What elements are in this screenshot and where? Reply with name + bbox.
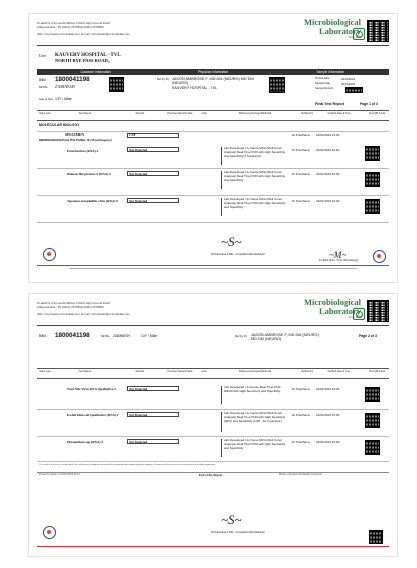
physician-name: JASON AMBROSE F, MD DM (NEURO) MD DM (NEURO) [251,333,319,342]
lab-phone: Palayamkottai · Ph.(0462) 2578666,(0462) 2578666 [37,305,104,309]
col-test-name: Test Name [78,111,92,115]
signature-mark-2: ~M~ [329,250,347,260]
accreditation-stamp-icon [43,526,56,539]
footer-rule [37,265,389,266]
sample-date: 22/01/2023 [341,82,355,86]
col-verified-by: Verified by [300,111,314,115]
printed-date: 22/01/2023 [341,77,355,81]
bill-barcode [109,77,124,92]
test-name: Plasmodium spp (RNA) # [67,440,103,444]
band-sample: Sample Information [316,70,345,74]
col-verified-by: Verified by [300,369,314,373]
band-physician: Physician Information [197,70,229,74]
test-result: Not Detected [129,439,148,444]
col-qr: Test QR Code [368,111,386,115]
end-of-report: End of the Report [199,473,223,477]
signer2-name: Dr. Mani. M.Sc., Ph.D.,(Microbiology) [319,259,359,262]
footer-rule [37,546,389,547]
band-customer: Customer Information [80,70,111,74]
lab-web: Web: http://www.microbiolab.com, E-mail: microbiolab@microbiolab.com [37,312,130,316]
physician-name: JASON AMBROSE F, MD DM (NEURO) MD DM (NEURO) [172,77,254,86]
signer-name: Dr.Pravthana K MD., Consultant Microbiologist [211,531,265,534]
row-verified-time: 22/01/2023 16:00 [316,172,340,176]
billid-value: 1800041198 [55,76,90,83]
sample-date-label: Sample Date [315,82,330,85]
physician-qr-code [269,77,285,93]
row-verified-time: 22/01/2023 16:00 [316,413,340,417]
test-reference: Lab Developed / In-house MCA (Melt Curve Analysis) Real Time PCR with High Sensitivity and Specificity [221,171,287,189]
header-divider [37,325,389,326]
col-previous: Previous Results date [167,111,193,115]
age-sex: 13Y / Male [141,334,158,338]
section-title: MOLECULAR BIOLOGY [39,123,80,127]
test-name: Japanese encephalitis virus (RNA) # [67,199,118,203]
client-name: KAUVERY HOSPITAL - TVL [55,53,121,58]
test-reference: Lab Developed / In-house MCA (Melt Curve Analysis) Real Time PCR with High Sensitivity (99%) and Sensitivity (LOD - 10 Copies/µL) [221,412,287,432]
column-headers [37,368,389,379]
lab-phone: Palayamkottai · Ph.(0462) 2578666,(0462) 2578666 [37,25,104,29]
test-result: Not Detected [129,198,148,203]
col-results: Results [135,369,145,373]
billid-value: 1800041198 [55,332,90,339]
billid-label: Billid : [39,78,48,82]
row-verifier: Dr.Pravthana [292,172,310,176]
lab-tagline: Since 1988 [349,36,361,39]
test-name: Escherichia coli Qualitative (DNA) # [67,413,119,417]
report-note: The results of the test should not be the sole basis for diagnosis but must be correlated with clinical and other findings. Positive result do not rule out co-infection with other organisms. [39,464,216,466]
info-bands [37,69,389,75]
column-headers [37,110,389,121]
printed-by: Printed by Admin on 22/01/2023 16:13 [39,473,80,476]
row-verifier: Dr.Pravthana [292,413,310,417]
test-reference: Lab Developed / In-House Real Time PCR-HRMA with High Sensitivity and Specificity [221,386,287,404]
test-name: Parechovirus (RNA) # [67,149,99,153]
test-qr-code [365,440,380,455]
test-reference: Lab Developed / In-house MCA (Melt Curve Analysis) Real Time PCR with High Sensitivity and Specificity(1 Copies/µL) [221,147,287,165]
test-qr-code [365,199,380,214]
lab-logo-line2: Laboratory [318,306,361,316]
specimen-verified-time: 22/01/2023 16:00 [316,133,340,137]
patient-name: ZABINESH [55,84,75,89]
row-verified-time: 22/01/2023 16:00 [316,148,340,152]
certification-stamp-icon [373,250,386,263]
col-test-name: Test Name [78,369,92,373]
signature-mark: ~S~ [221,234,242,249]
specimen-value: CSF [129,133,136,137]
col-units: units [201,111,207,115]
signature-mark: ~S~ [221,512,242,527]
physician-hospital: KAUVERY HOSPITAL - TVL [172,86,218,90]
test-qr-code [365,387,380,402]
footer-text-line [69,268,357,269]
col-spec-type: Spec type [39,369,51,373]
test-result: Not Detected [129,412,148,417]
row-verified-time: 22/01/2023 16:00 [316,387,340,391]
header-divider [37,45,389,46]
test-reference: Lab Developed / In-house MCA (Melt Curve Analysis) Real Time PCR with High Sensitivity and Specificity [221,439,287,457]
footer-qr-code [369,530,383,544]
portal-link[interactable]: Please visit www.microbiolab.com/report [279,473,322,476]
col-verified-time: Verified date & Time [327,111,351,115]
patient-label: Mr/Ms. [39,85,49,89]
lab-logo-line2: Laboratory [318,26,361,36]
lab-logo-line1: Microbiological [304,297,361,307]
specimen-label: SPECIMEN [65,133,84,137]
row-verifier: Dr.Pravthana [292,199,310,203]
col-reference: Reference Ranges/Methods [238,111,272,115]
patient-name: ZABINESH [113,334,130,338]
row-verified-time: 22/01/2023 16:00 [316,440,340,444]
lab-qr-code [367,20,389,42]
col-results: Results [135,111,145,115]
col-spec-type: Spec type [39,111,51,115]
client-address: NORTH BYE PASS ROAD,, [55,58,111,63]
sample-barcode [345,87,363,93]
printed-date-label: Printed Date [315,77,330,80]
lab-seal-icon [353,28,365,40]
test-name: Human Herpesvirus 6 (DNA) # [67,172,111,176]
test-result: Not Detected [129,147,148,152]
report-status: Final Test Report [315,102,345,106]
panel-title: MENINGOENCEPHALITIS PANEL III (16 pathogens) [39,138,112,142]
col-previous: Previous Results date [167,369,193,373]
test-qr-code [365,172,380,187]
test-qr-code [365,413,380,428]
lab-web: Web: http://www.microbiolab.com, E-mail: microbiolab@microbiolab.com [37,32,130,36]
report-page-1 [28,13,398,283]
test-result: Not Detected [129,171,148,176]
lab-qr-code [367,300,389,322]
row-verified-time: 22/01/2023 16:00 [316,199,340,203]
specimen-verifier: Dr.Pravthana [292,133,310,137]
sample-record-label: Sample Record [315,87,333,90]
signer-name: Dr.Pravthana K MD., Consultant Microbiologist [211,253,265,256]
age-sex: 13Y / Male [55,97,72,101]
test-name: West Nile Virus RNA Qualitative # [67,387,116,391]
page-number: Page 2 of 3 [359,334,377,338]
patient-label: Mr/Ms. [101,334,111,338]
ref-label: Ref by Dr. [157,77,170,81]
col-verified-time: Verified date & Time [327,369,351,373]
test-result: Not Detected [129,386,148,391]
row-verifier: Dr.Pravthana [292,440,310,444]
billid-label: Billid : [39,334,48,338]
age-label: Age & Sex [39,97,54,101]
lab-address: # Lakshmi Commercial Bazar,1,North High Ground Road [37,21,110,25]
accreditation-stamp-icon [43,248,56,261]
ref-label: Ref by Dr. [235,334,248,338]
lab-seal-icon [353,308,365,320]
client-label: User [39,54,47,58]
col-reference: Reference Ranges/Methods [238,369,272,373]
col-units: units [201,369,207,373]
page-number: Page 1 of 3 [360,102,378,106]
report-page-2 [28,293,398,557]
row-verifier: Dr.Pravthana [292,387,310,391]
col-qr: Test QR Code [368,369,386,373]
test-qr-code [365,146,380,161]
row-verifier: Dr.Pravthana [292,148,310,152]
test-reference: Lab Developed / In-house MCA (Melt Curve Analysis) Real Time PCR with High Sensitivity and Specificity [221,198,287,216]
lab-logo-line1: Microbiological [304,17,361,27]
lab-address: # Lakshmi Commercial Bazar,1,North High Ground Road [37,301,110,305]
lab-tagline: Since 1988 [349,316,361,319]
section-divider [37,131,389,132]
